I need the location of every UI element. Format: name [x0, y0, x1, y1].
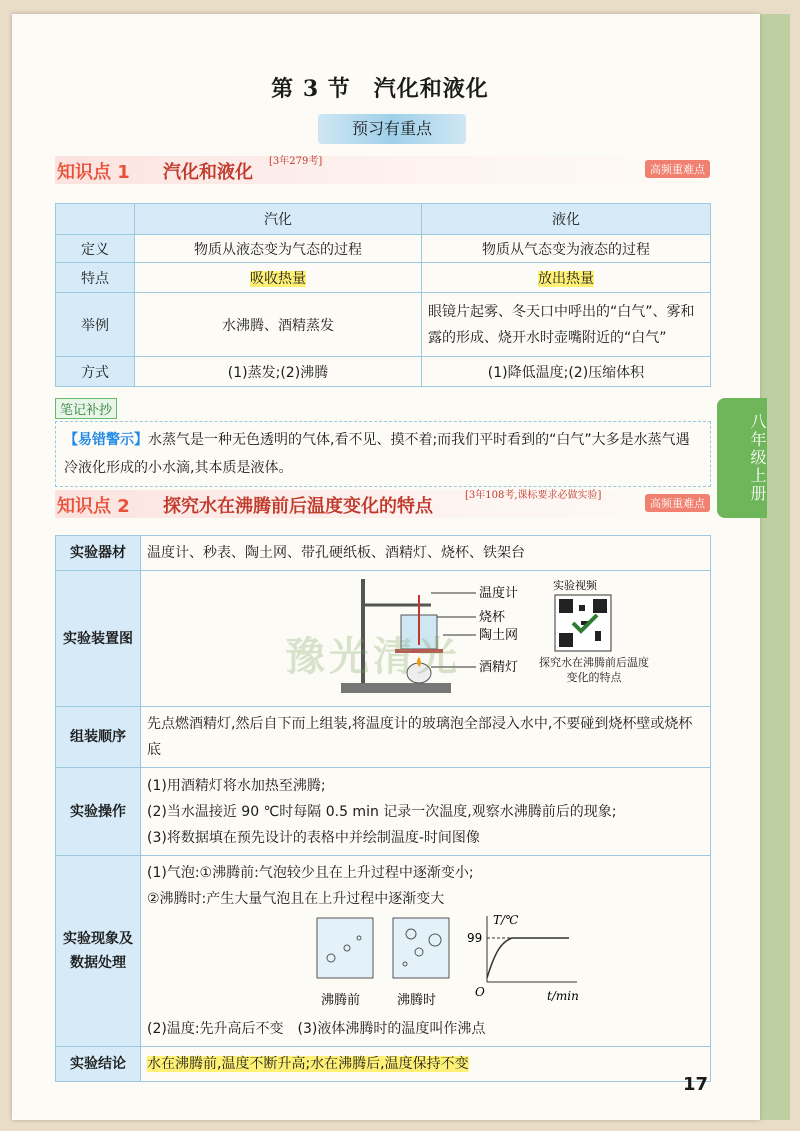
- setup-label: 实验装置图: [56, 571, 141, 707]
- table1-header-liq: 液化: [422, 204, 711, 235]
- label-ceramic-net: 陶土网: [479, 628, 519, 643]
- knowledge-point-2-header: [55, 490, 710, 518]
- row-label-definition: 定义: [56, 235, 135, 263]
- conclusion-text: 水在沸腾前,温度不断升高;水在沸腾后,温度保持不变: [147, 1056, 469, 1072]
- graph-x-label: t/min: [547, 989, 579, 1003]
- kp2-frequency: [3年108考,课标要求必做实验]: [465, 490, 602, 501]
- operation-label: 实验操作: [56, 768, 141, 856]
- equipment-label: 实验器材: [56, 536, 141, 571]
- kp1-badge: 高频重难点: [645, 160, 710, 178]
- grade-side-tab[interactable]: 八年级上册: [717, 398, 767, 518]
- note-tag: 笔记补抄: [55, 398, 117, 419]
- watermark: 豫光清光: [285, 634, 461, 680]
- warning-text: 水蒸气是一种无色透明的气体,看不见、摸不着;而我们平时看到的“白气”大多是水蒸气遇冷液化形成的小水滴,其本质是液体。: [64, 432, 690, 476]
- vaporization-table: [55, 203, 711, 387]
- kp2-badge: 高频重难点: [645, 494, 710, 512]
- label-beaker: 烧杯: [479, 610, 506, 625]
- knowledge-point-1-header: [55, 156, 710, 184]
- graph-99-label: 99: [467, 931, 483, 945]
- page-number: 17: [683, 1074, 709, 1095]
- note-box: [55, 398, 711, 487]
- preview-ribbon: 预习有重点: [318, 114, 466, 144]
- before-boiling-label: 沸腾前: [321, 993, 361, 1008]
- warning-label: 【易错警示】: [64, 432, 148, 448]
- operation-step: (2)当水温接近 90 ℃时每隔 0.5 min 记录一次温度,观察水沸腾前后的现象;: [147, 803, 617, 820]
- row-label-feature: 特点: [56, 263, 135, 293]
- phenomena-cell: [141, 856, 711, 1047]
- phenomena-figures: [307, 912, 667, 1016]
- label-alcohol-lamp: 酒精灯: [479, 660, 519, 675]
- row-label-example: 举例: [56, 293, 135, 357]
- kp1-frequency: [3年279考]: [269, 156, 323, 167]
- kp1-name: 汽化和液化: [163, 162, 253, 183]
- table1-corner: [56, 204, 135, 235]
- bubble-before: (1)气泡:①沸腾前:气泡较少且在上升过程中逐渐变小;: [147, 865, 474, 881]
- qr-caption: 探究水在沸腾前后温度变化的特点: [539, 656, 649, 684]
- operation-step: (3)将数据填在预先设计的表格中并绘制温度-时间图像: [147, 829, 480, 846]
- table1-header-vap: 汽化: [135, 204, 422, 235]
- assembly-label: 组装顺序: [56, 707, 141, 768]
- row-label-method: 方式: [56, 357, 135, 387]
- temperature-text: (2)温度:先升高后不变 (3)液体沸腾时的温度叫作沸点: [147, 1021, 486, 1037]
- operation-list: [141, 768, 711, 856]
- bubble-during: ②沸腾时:产生大量气泡且在上升过程中逐渐变大: [147, 891, 445, 907]
- phenomena-label: 实验现象及数据处理: [56, 856, 141, 1047]
- during-boiling-label: 沸腾时: [397, 993, 437, 1008]
- page-edge: [760, 14, 790, 1120]
- operation-step: (1)用酒精灯将水加热至沸腾;: [147, 777, 326, 794]
- section-title: 第 3 节 汽化和液化: [271, 76, 489, 102]
- label-thermometer: 温度计: [479, 586, 519, 601]
- vap-feature: 吸收热量: [250, 270, 306, 287]
- liq-feature: 放出热量: [538, 270, 594, 287]
- kp2-label: 知识点 2: [57, 496, 130, 517]
- vap-example: 水沸腾、酒精蒸发: [135, 293, 422, 357]
- assembly-text: 先点燃酒精灯,然后自下而上组装,将温度计的玻璃泡全部浸入水中,不要碰到烧杯壁或烧杯底: [141, 707, 711, 768]
- liq-method: (1)降低温度;(2)压缩体积: [422, 357, 711, 387]
- vap-definition: 物质从液态变为气态的过程: [135, 235, 422, 263]
- graph-y-label: T/℃: [493, 913, 519, 927]
- note-body: [55, 421, 711, 487]
- liq-definition: 物质从气态变为液态的过程: [422, 235, 711, 263]
- experiment-table: [55, 535, 711, 1082]
- kp2-name: 探究水在沸腾前后温度变化的特点: [163, 496, 433, 517]
- graph-origin-label: O: [475, 985, 485, 999]
- equipment-text: 温度计、秒表、陶土网、带孔硬纸板、酒精灯、烧杯、铁架台: [141, 536, 711, 571]
- kp1-label: 知识点 1: [57, 162, 130, 183]
- liq-example: 眼镜片起雾、冬天口中呼出的“白气”、雾和露的形成、烧开水时壶嘴附近的“白气”: [422, 293, 711, 357]
- conclusion-label: 实验结论: [56, 1047, 141, 1082]
- qr-title: 实验视频: [553, 579, 597, 592]
- vap-method: (1)蒸发;(2)沸腾: [135, 357, 422, 387]
